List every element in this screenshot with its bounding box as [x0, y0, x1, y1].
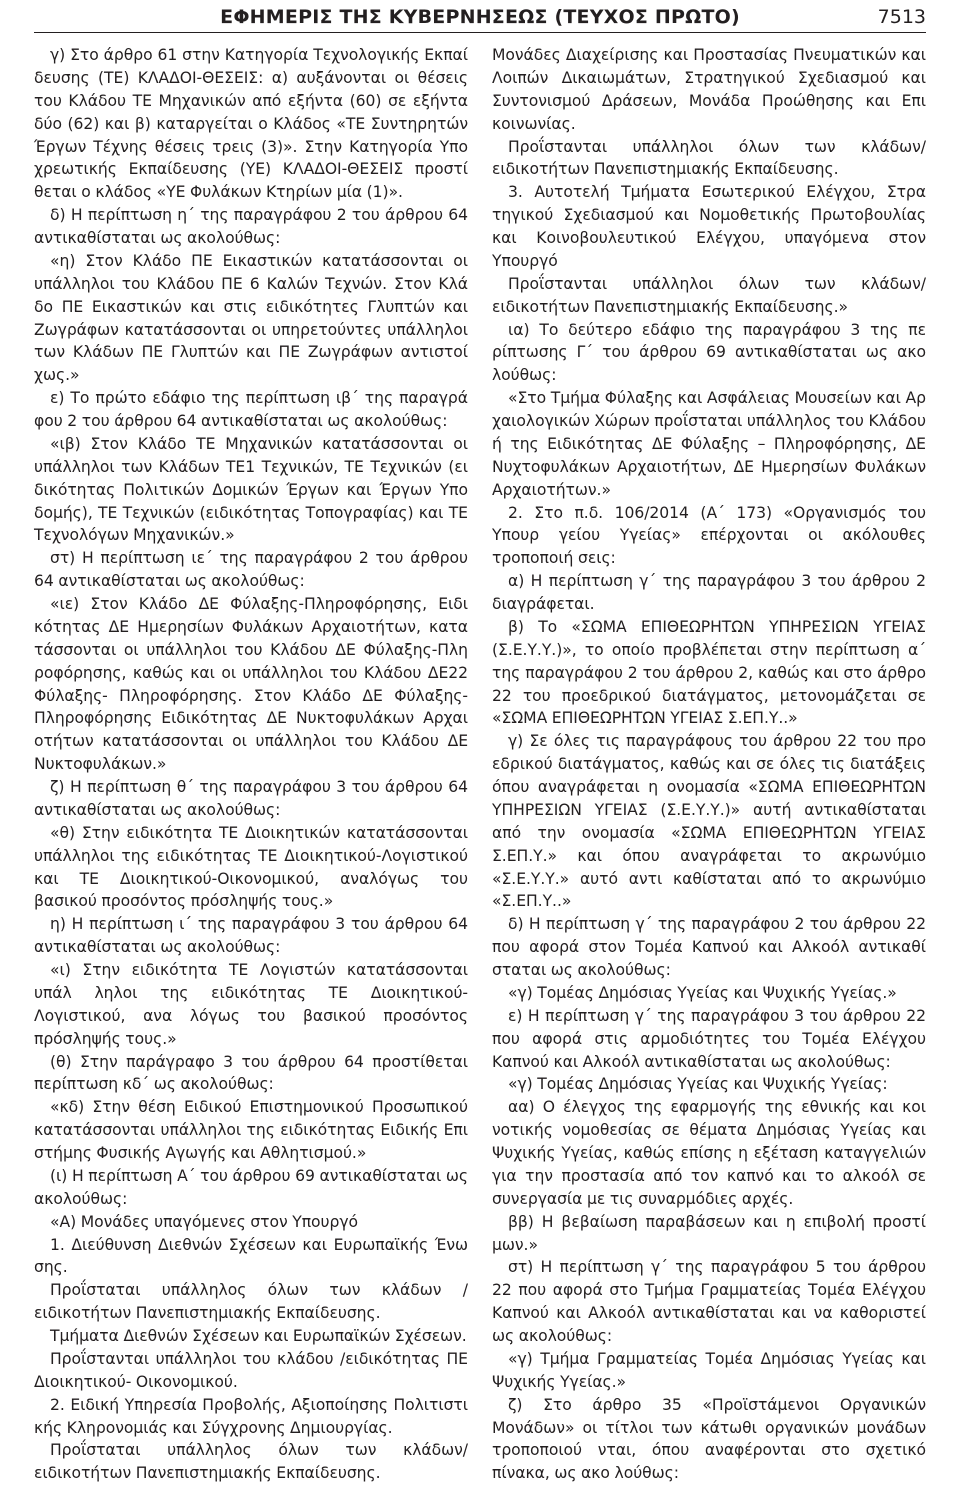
paragraph: β) Το «ΣΩΜΑ ΕΠΙΘΕΩΡΗΤΩΝ ΥΠΗΡΕΣΙΩΝ ΥΓΕΙΑΣ (Σ.Ε.Υ.Υ.)», το οποίο προβλέπεται στην περίπτωση α΄ της παραγράφου 2 του άρθρου 2, καθώς και στο άρθρο 22 του προεδρικού διατάγματος, μετονομάζεται σε «ΣΩΜΑ ΕΠΙΘΕΩΡΗΤΩΝ ΥΓΕΙΑΣ Σ.ΕΠ.Υ..»	[492, 617, 926, 728]
paragraph: «ιβ) Στον Κλάδο ΤΕ Μηχανικών κατατάσσονται οι υπάλληλοι των Κλάδων ΤΕ1 Τεχνικών, ΤΕ Τεχνικών (ει δικότητας Πολιτικών Δομικών Έργων και Έργων Υπο δομής), ΤΕ Τεχνικών (ειδικότητας Τοπογραφίας) και ΤΕ Τεχνολόγων Μηχανικών.»	[34, 434, 468, 545]
paragraph: «Στο Τμήμα Φύλαξης και Ασφάλειας Μουσείων και Αρ χαιολογικών Χώρων προΐσταται υπάλληλος του Κλάδου ή της Ειδικότητας ΔΕ Φύλαξης – Πληροφόρησης, ΔΕ Νυχτοφυλάκων Αρχαιοτήτων, ΔΕ Ημερησίων Φυλάκων Αρχαιοτήτων.»	[492, 389, 926, 499]
paragraph: «κδ) Στην θέση Ειδικού Επιστημονικού Προσωπικού κατατάσσονται υπάλληλοι της ειδικότητας Ειδικής Επι στήμης Φυσικής Αγωγής και Αθλητισμού.»	[34, 1098, 468, 1162]
paragraph: 3. Αυτοτελή Τμήματα Εσωτερικού Ελέγχου, Στρα τηγικού Σχεδιασμού και Νομοθετικής Πρωτοβουλίας και Κοινοβουλευτικού Ελέγχου, υπαγόμενα στον Υπουργό	[492, 183, 926, 270]
paragraph: 2. Ειδική Υπηρεσία Προβολής, Αξιοποίησης Πολιτιστι κής Κληρονομιάς και Σύγχρονης Δημιουργίας.	[34, 1395, 468, 1437]
paragraph: Μονάδες Διαχείρισης και Προστασίας Πνευματικών και Λοιπών Δικαιωμάτων, Στρατηγικού Σχεδιασμού και Συντονισμού Δράσεων, Μονάδα Προώθησης και Επι κοινωνίας.	[492, 46, 926, 133]
paragraph: ια) Το δεύτερο εδάφιο της παραγράφου 3 της πε ρίπτωσης Γ΄ του άρθρου 69 αντικαθίσταται ως ακο λούθως:	[492, 320, 926, 385]
paragraph: γ) Στο άρθρο 61 στην Κατηγορία Τεχνολογικής Εκπαί δευσης (ΤΕ) ΚΛΑΔΟΙ-ΘΕΣΕΙΣ: α) αυξάνονται οι θέσεις του Κλάδου ΤΕ Μηχανικών από εξήντα (60) σε εξήντα δύο (62) και β) καταργείται ο Κλάδος «ΤΕ Συντηρητών Έργων Τέχνης θέσεις τρεις (3)». Στην Κατηγορία Υπο χρεωτικής Εκπαίδευσης (ΥΕ) ΚΛΑΔΟΙ-ΘΕΣΕΙΣ προστί θεται ο κλάδος «ΥΕ Φυλάκων Κτηρίων μία (1)».	[34, 46, 468, 202]
right-column	[492, 44, 926, 1485]
page-number: 7513	[877, 6, 926, 28]
paragraph: ε) Το πρώτο εδάφιο της περίπτωση ιβ΄ της παραγρά φου 2 του άρθρου 64 αντικαθίσταται ως ακολούθως:	[34, 389, 468, 430]
paragraph: Προΐσταται υπάλληλος όλων των κλάδων/ειδικοτήτων Πανεπιστημιακής Εκπαίδευσης.	[34, 1441, 468, 1483]
paragraph: αα) Ο έλεγχος της εφαρμογής της εθνικής και κοι νοτικής νομοθεσίας σε θέματα Δημόσιας Υγείας και Ψυχικής Υγείας, καθώς επίσης η εξέταση καταγγελιών για την προστασία από τον καπνό και το αλκοόλ σε συνεργασία με τις συναρμόδιες αρχές.	[492, 1098, 926, 1208]
paragraph: α) Η περίπτωση γ΄ της παραγράφου 3 του άρθρου 2 διαγράφεται.	[492, 572, 926, 613]
paragraph: Προΐστανται υπάλληλοι όλων των κλάδων/ειδικοτήτων Πανεπιστημιακής Εκπαίδευσης.	[492, 137, 926, 179]
paragraph: στ) Η περίπτωση ιε΄ της παραγράφου 2 του άρθρου 64 αντικαθίσταται ως ακολούθως:	[34, 549, 468, 591]
paragraph: «θ) Στην ειδικότητα ΤΕ Διοικητικών κατατάσσονται υπάλληλοι της ειδικότητας ΤΕ Διοικητικού-Λογιστικού και ΤΕ Διοικητικού-Οικονομικού, αναλόγως του βασικού προσόντος πρόσληψής τους.»	[34, 823, 468, 911]
paragraph: στ) Η περίπτωση γ΄ της παραγράφου 5 του άρθρου 22 που αφορά στο Τμήμα Γραμματείας Τομέα Ελέγχου Καπνού και Αλκοόλ αντικαθίσταται και να καθοριστεί ως ακολούθως:	[492, 1258, 926, 1345]
paragraph: η) Η περίπτωση ι΄ της παραγράφου 3 του άρθρου 64 αντικαθίσταται ως ακολούθως:	[34, 915, 468, 957]
paragraph: (θ) Στην παράγραφο 3 του άρθρου 64 προστίθεται περίπτωση κδ΄ ως ακολούθως:	[34, 1052, 468, 1094]
paragraph: «ι) Στην ειδικότητα ΤΕ Λογιστών κατατάσσονται υπάλ ληλοι της ειδικότητας ΤΕ Διοικητικού-Λογιστικού, ανα λόγως του βασικού προσόντος πρόσληψής τους.»	[34, 961, 468, 1048]
paragraph: γ) Σε όλες τις παραγράφους του άρθρου 22 του προ εδρικού διατάγματος, καθώς και σε όλες τις διατάξεις όπου αναγράφεται η ονομασία «ΣΩΜΑ ΕΠΙΘΕΩΡΗΤΩΝ ΥΠΗΡΕΣΙΩΝ ΥΓΕΙΑΣ (Σ.Ε.Υ.Υ.)» αυτή αντικαθίσταται από την ονομασία «ΣΩΜΑ ΕΠΙΘΕΩΡΗΤΩΝ ΥΓΕΙΑΣ Σ.ΕΠ.Υ.» και όπου αναγράφεται το ακρωνύμιο «Σ.Ε.Υ.Υ.» αυτό αντι καθίσταται από το ακρωνύμιο «Σ.ΕΠ.Υ..»	[492, 732, 926, 911]
paragraph: ζ) Στο άρθρο 35 «Προϊστάμενοι Οργανικών Μονάδων» οι τίτλοι των κάτωθι οργανικών μονάδων τροποποιού νται, όπου αναφέρονται στο σχετικό πίνακα, ως ακο λούθως:	[492, 1395, 926, 1483]
paragraph: δ) Η περίπτωση η΄ της παραγράφου 2 του άρθρου 64 αντικαθίσταται ως ακολούθως:	[34, 206, 468, 247]
paragraph: ε) Η περίπτωση γ΄ της παραγράφου 3 του άρθρου 22 που αφορά στις αρμοδιότητες του Τομέα Ελέγχου Καπνού και Αλκοόλ αντικαθίσταται ως ακολούθως:	[492, 1006, 926, 1071]
paragraph: δ) Η περίπτωση γ΄ της παραγράφου 2 του άρθρου 22 που αφορά στον Τομέα Καπνού και Αλκοόλ αντικαθί σταται ως ακολούθως:	[492, 915, 926, 979]
paragraph: «γ) Τομέας Δημόσιας Υγείας και Ψυχικής Υγείας.»	[508, 983, 897, 1002]
paragraph: «η) Στον Κλάδο ΠΕ Εικαστικών κατατάσσονται οι υπάλληλοι του Κλάδου ΠΕ 6 Καλών Τεχνών. Στον Κλά δο ΠΕ Εικαστικών και στις ειδικότητες Γλυπτών και Ζωγράφων κατατάσσονται οι υπηρετούντες υπάλληλοι των Κλάδων ΠΕ Γλυπτών και ΠΕ Ζωγράφων αντιστοί χως.»	[34, 251, 468, 385]
paragraph: Προΐστανται υπάλληλοι του κλάδου /ειδικότητας ΠΕ Διοικητικού- Οικονομικού.	[34, 1349, 468, 1391]
paragraph: 1. Διεύθυνση Διεθνών Σχέσεων και Ευρωπαϊκής Ένω σης.	[34, 1235, 468, 1277]
gazette-title: ΕΦΗΜΕΡΙΣ ΤΗΣ ΚΥΒΕΡΝΗΣΕΩΣ (ΤΕΥΧΟΣ ΠΡΩΤΟ)	[220, 6, 740, 28]
paragraph: «γ) Τμήμα Γραμματείας Τομέα Δημόσιας Υγείας και Ψυχικής Υγείας.»	[492, 1349, 926, 1391]
paragraph: «γ) Τομέας Δημόσιας Υγείας και Ψυχικής Υγείας:	[508, 1075, 888, 1094]
paragraph: Προΐσταται υπάλληλος όλων των κλάδων /ειδικοτήτων Πανεπιστημιακής Εκπαίδευσης.	[34, 1281, 468, 1323]
paragraph: ββ) Η βεβαίωση παραβάσεων και η επιβολή προστί μων.»	[492, 1212, 926, 1254]
paragraph: Τμήματα Διεθνών Σχέσεων και Ευρωπαϊκών Σχέσεων.	[50, 1327, 467, 1345]
paragraph: 2. Στο π.δ. 106/2014 (Α΄ 173) «Οργανισμός του Υπουρ γείου Υγείας» επέρχονται οι ακόλουθες τροποποιή σεις:	[492, 503, 926, 568]
page-header	[34, 2, 926, 33]
left-column	[34, 44, 468, 1485]
paragraph: «Α) Μονάδες υπαγόμενες στον Υπουργό	[50, 1212, 359, 1231]
paragraph: «ιε) Στον Κλάδο ΔΕ Φύλαξης-Πληροφόρησης, Ειδι κότητας ΔΕ Ημερησίων Φυλάκων Αρχαιοτήτων, κατα τάσσονται οι υπάλληλοι του Κλάδου ΔΕ Φύλαξης-Πλη ροφόρησης, καθώς και οι υπάλληλοι του Κλάδου ΔΕ22 Φύλαξης- Πληροφόρησης. Στον Κλάδο ΔΕ Φύλαξης- Πληροφόρησης Ειδικότητας ΔΕ Νυκτοφυλάκων Αρχαι οτήτων κατατάσσονται οι υπάλληλοι του Κλάδου ΔΕ Νυκτοφυλάκων.»	[34, 595, 468, 774]
paragraph: (ι) Η περίπτωση Α΄ του άρθρου 69 αντικαθίσταται ως ακολούθως:	[34, 1166, 468, 1208]
paragraph: Προΐστανται υπάλληλοι όλων των κλάδων/ειδικοτήτων Πανεπιστημιακής Εκπαίδευσης.»	[492, 274, 926, 316]
paragraph: ζ) Η περίπτωση θ΄ της παραγράφου 3 του άρθρου 64 αντικαθίσταται ως ακολούθως:	[34, 778, 468, 819]
